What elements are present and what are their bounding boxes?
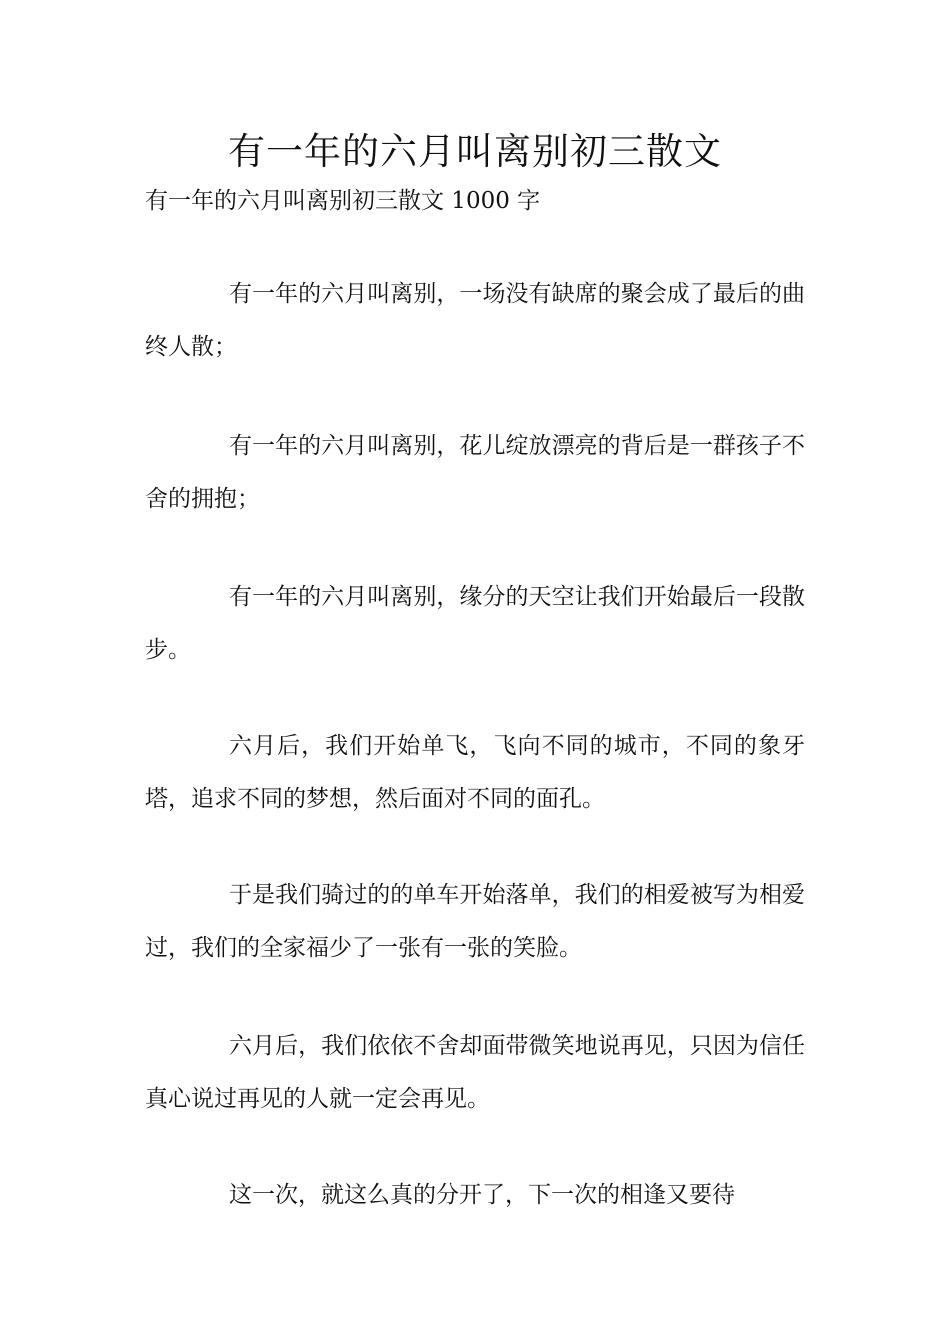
paragraph-2: 有一年的六月叫离别，花儿绽放漂亮的背后是一群孩子不舍的拥抱； <box>145 433 805 512</box>
paragraph-4: 六月后，我们开始单飞，飞向不同的城市，不同的象牙塔，追求不同的梦想，然后面对不同的面孔。 <box>145 733 805 812</box>
paragraph-7: 这一次，就这么真的分开了，下一次的相逢又要待 <box>229 1182 735 1208</box>
paragraph-6: 六月后，我们依依不舍却面带微笑地说再见，只因为信任真心说过再见的人就一定会再见。 <box>145 1033 805 1112</box>
paragraph-3: 有一年的六月叫离别，缘分的天空让我们开始最后一段散步。 <box>145 584 805 663</box>
paragraph-1: 有一年的六月叫离别，一场没有缺席的聚会成了最后的曲终人散； <box>145 281 805 360</box>
paragraph-5: 于是我们骑过的的单车开始落单，我们的相爱被写为相爱过，我们的全家福少了一张有一张的笑脸。 <box>145 882 805 961</box>
document-title: 有一年的六月叫离别初三散文 <box>228 130 722 173</box>
document-subtitle: 有一年的六月叫离别初三散文 1000 字 <box>145 188 541 214</box>
